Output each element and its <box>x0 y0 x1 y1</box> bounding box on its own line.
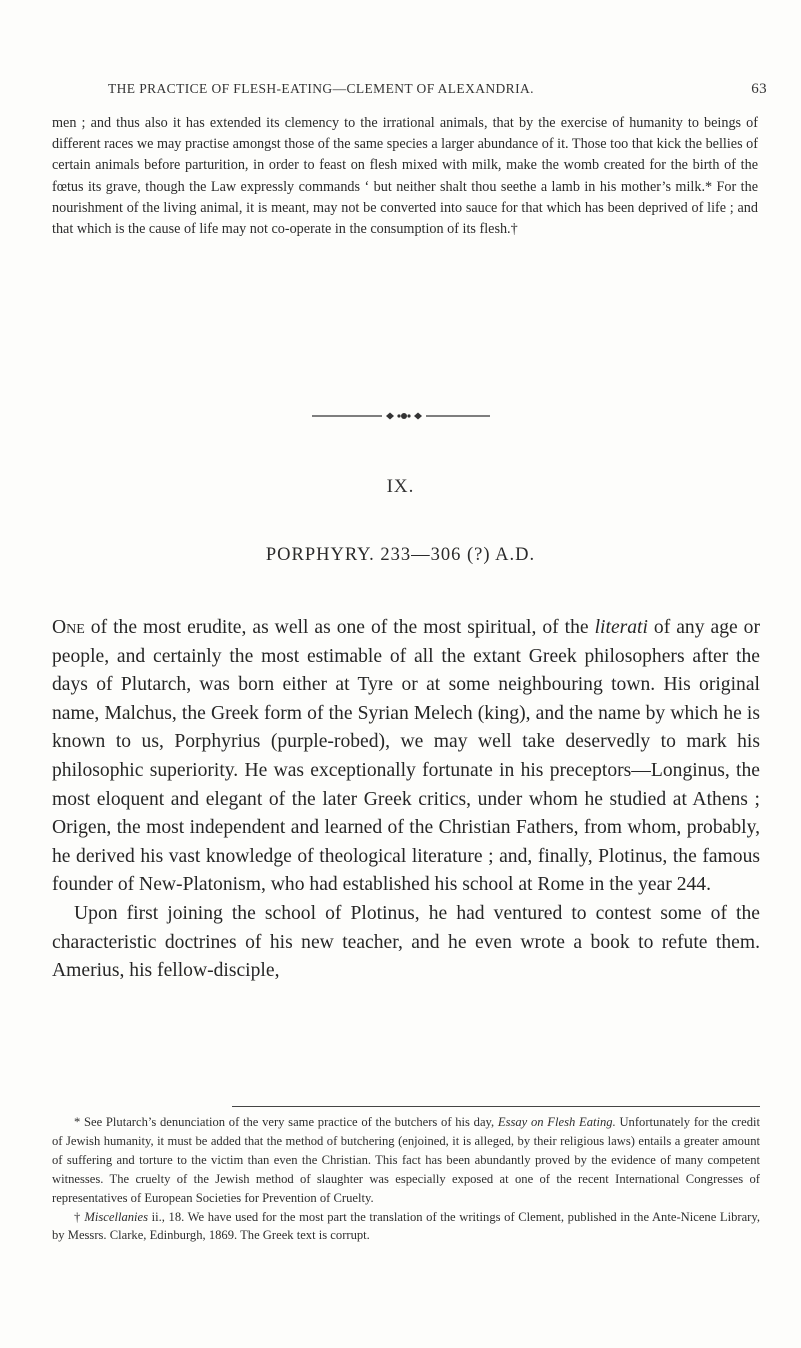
footnote-1 <box>52 1113 760 1208</box>
footnote-2-part-b: ii., 18. We have used for the most part the translation of the writings of Clement, published in the Ante-Nicene Library, by Messrs. Clarke, Edinburgh, 1869. The Greek text is corrupt. <box>52 1209 760 1243</box>
body-paragraph-1-part-a: of the most erudite, as well as one of the most spiritual, of the <box>84 617 595 638</box>
dropcap-word: One <box>52 617 85 638</box>
footnote-1-part-b: Unfortunately for the credit of Jewish humanity, it must be added that the method of butchering (enjoined, it is alleged, by their religious laws) entails a greater amount of suffering and torture to the victim than even the Christian. This fact has been abundantly proved by the evidence of many competent witnesses. The cruelty of the Jewish method of slaughter was especially exposed at one of the recent International Congresses of representatives of European Societies for Prevention of Cruelty. <box>52 1115 760 1205</box>
body-paragraph-1-part-b: of any age or people, and certainly the most estimable of all the extant Greek philosophers after the days of Plutarch, was born either at Tyre or at some neighbouring town. His original name, Malchus, the Greek form of the Syrian Melech (king), and the name by which he is known to us, Porphyrius (purple-robed), we may well take deservedly to mark his philosophic superiority. He was exceptionally fortunate in his preceptors—Longinus, the most eloquent and elegant of the later Greek critics, under whom he studied at Athens ; Origen, the most independent and learned of the Christian Fathers, from whom, probably, he derived his vast knowledge of theological literature ; and, finally, Plotinus, the famous founder of New-Platonism, who had established his school at Rome in the year 244. <box>52 617 761 896</box>
literati-term: literati <box>594 617 648 638</box>
body-paragraph-1 <box>52 614 760 900</box>
footnote-2 <box>52 1208 760 1246</box>
section-divider-ornament <box>312 409 490 423</box>
footnote-2-marker: † <box>74 1209 85 1224</box>
footnote-rule <box>232 1106 760 1107</box>
page-header <box>52 81 767 101</box>
previous-section-paragraph: men ; and thus also it has extended its clemency to the irrational animals, that by the exercise of humanity to beings of different races we may practise amongst those of the same species a larger abundance of it. Those too that kick the bellies of certain animals before parturition, in order to feast on flesh mixed with milk, make the womb created for the birth of the fœtus its grave, though the Law expressly commands ‘ but neither shalt thou seethe a lamb in his mother’s milk.* For the nourishment of the living animal, it is meant, may not be converted into sauce for that which has been deprived of life ; and that which is the cause of life may not co-operate in the consumption of its flesh.† <box>52 115 758 238</box>
footnote-1-part-a: * See Plutarch’s denunciation of the very same practice of the butchers of his day, <box>74 1115 498 1129</box>
chapter-number: IX. <box>386 476 415 497</box>
footnote-1-reference: Essay on Flesh Eating. <box>497 1115 616 1129</box>
footnotes <box>52 1113 760 1245</box>
page-number: 63 <box>751 81 767 97</box>
footnote-2-reference: Miscellanies <box>84 1209 149 1224</box>
body-paragraph-2: Upon first joining the school of Plotinus, he had ventured to contest some of the characteristic doctrines of his new teacher, and he even wrote a book to refute them. Amerius, his fellow-disciple, <box>52 902 760 982</box>
chapter-title: PORPHYRY. 233—306 (?) A.D. <box>265 545 536 565</box>
running-title: THE PRACTICE OF FLESH-EATING—CLEMENT OF ALEXANDRIA. <box>108 81 534 96</box>
chapter-body <box>52 614 760 986</box>
